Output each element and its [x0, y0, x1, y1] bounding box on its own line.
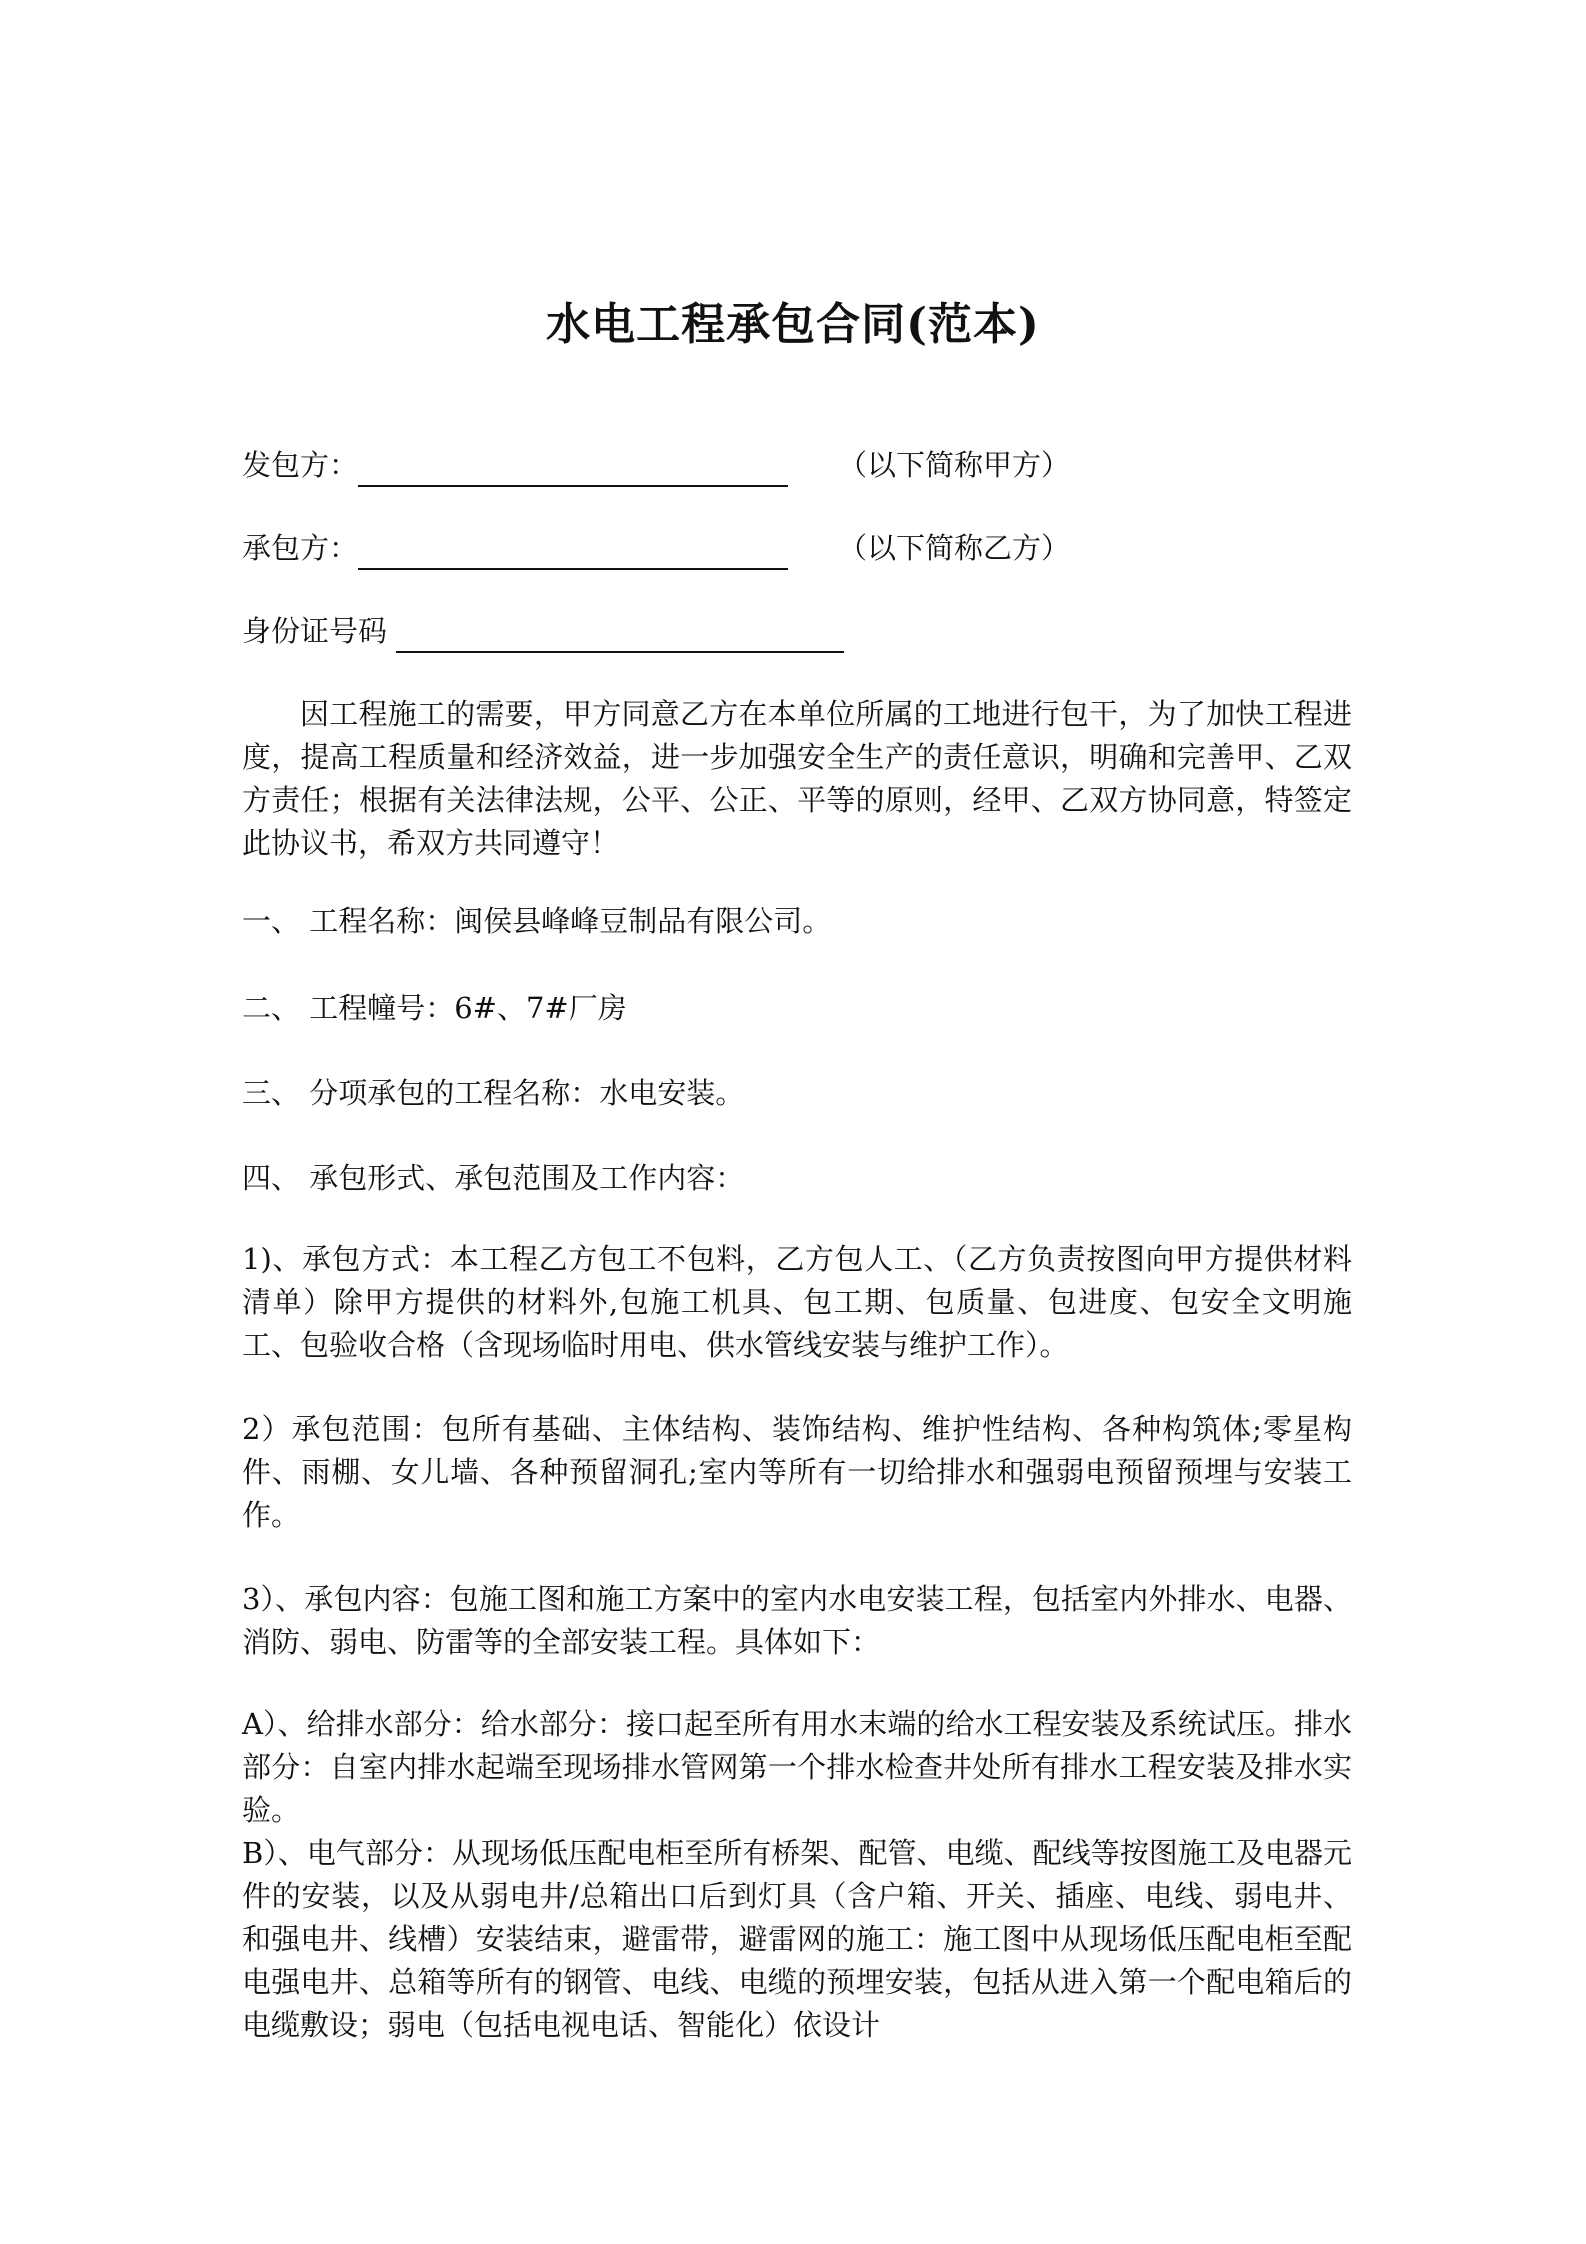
clause-contract-content: 3）、承包内容：包施工图和施工方案中的室内水电安装工程，包括室内外排水、电器、消防、弱电、防雷等的全部安装工程。具体如下： — [242, 1582, 1352, 1659]
item-project-name: 一、 工程名称：闽侯县峰峰豆制品有限公司。 — [242, 904, 832, 938]
party-a-blank[interactable] — [358, 455, 788, 487]
party-a-line — [242, 444, 788, 487]
id-number-label: 身份证号码 — [242, 614, 388, 648]
party-a-note: （以下简称甲方） — [838, 448, 1071, 482]
item-building-number: 二、 工程幢号：6#、7#厂房 — [242, 991, 627, 1025]
id-number-blank[interactable] — [396, 621, 844, 653]
party-b-label: 承包方： — [242, 531, 359, 565]
item-contract-scope-heading: 四、 承包形式、承包范围及工作内容： — [242, 1161, 745, 1195]
id-number-line — [242, 610, 844, 653]
intro-paragraph: 因工程施工的需要，甲方同意乙方在本单位所属的工地进行包干，为了加快工程进度，提高工程质量和经济效益，进一步加强安全生产的责任意识，明确和完善甲、乙双方责任；根据有关法律法规，公平、公正、平等的原则，经甲、乙双方协同意，特签定此协议书，希双方共同遵守！ — [242, 697, 1352, 860]
clause-contract-method: 1)、承包方式：本工程乙方包工不包料，乙方包人工、（乙方负责按图向甲方提供材料清单）除甲方提供的材料外,包施工机具、包工期、包质量、包进度、包安全文明施工、包验收合格（含现场临时用电、供水管线安装与维护工作）。 — [242, 1242, 1352, 1362]
party-b-line — [242, 527, 788, 570]
clause-contract-range: 2）承包范围：包所有基础、主体结构、装饰结构、维护性结构、各种构筑体;零星构件、雨棚、女儿墙、各种预留洞孔;室内等所有一切给排水和强弱电预留预埋与安装工作。 — [242, 1412, 1352, 1532]
document-title: 水电工程承包合同(范本) — [546, 299, 1040, 350]
party-b-note: （以下简称乙方） — [838, 531, 1071, 565]
clause-plumbing: A）、给排水部分：给水部分：接口起至所有用水末端的给水工程安装及系统试压。排水部分：自室内排水起端至现场排水管网第一个排水检查井处所有排水工程安装及排水实验。 — [242, 1707, 1352, 1827]
party-b-blank[interactable] — [358, 538, 788, 570]
clause-electrical: B）、电气部分：从现场低压配电柜至所有桥架、配管、电缆、配线等按图施工及电器元件的安装，以及从弱电井/总箱出口后到灯具（含户箱、开关、插座、电线、弱电井、和强电井、线槽）安装结束，避雷带，避雷网的施工：施工图中从现场低压配电柜至配电强电井、总箱等所有的钢管、电线、电缆的预埋安装，包括从进入第一个配电箱后的电缆敷设；弱电（包括电视电话、智能化）依设计 — [242, 1836, 1352, 2042]
party-a-label: 发包方： — [242, 448, 359, 482]
item-subcontract-name: 三、 分项承包的工程名称：水电安装。 — [242, 1076, 745, 1110]
